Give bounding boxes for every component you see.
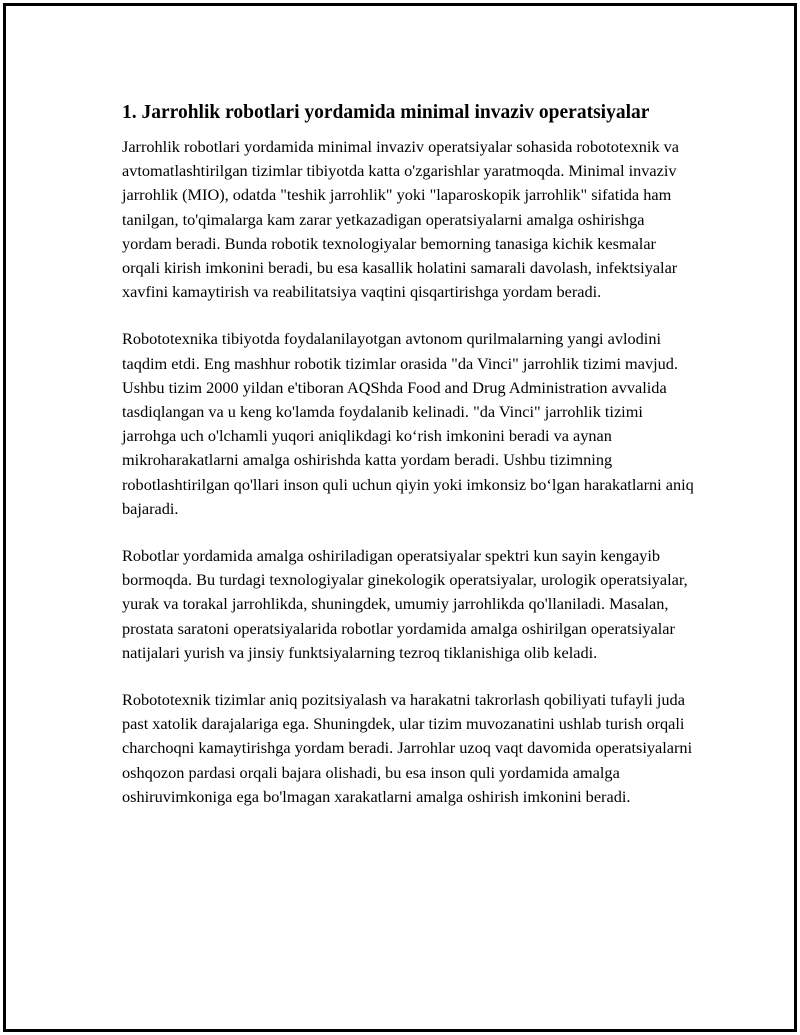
document-body (122, 100, 694, 832)
paragraph-4: Robototexnik tizimlar aniq pozitsiyalash va harakatni takrorlash qobiliyati tufayli juda past xatolik darajalariga ega. Shuningdek, ular tizim muvozanatini ushlab turish orqali charchoqni kamaytirishga yordam beradi. Jarrohlar uzoq vaqt davomida operatsiyalarni oshqozon pardasi orqali bajara olishadi, bu esa inson quli yordamida amalga oshiruvimkoniga ega bo'lmagan xarakatlarni amalga oshirish imkonini beradi. (122, 690, 693, 806)
paragraph-3: Robotlar yordamida amalga oshiriladigan operatsiyalar spektri kun sayin kengayib bormoqda. Bu turdagi texnologiyalar ginekologik operatsiyalar, urologik operatsiyalar, yurak va torakal jarrohlikda, shuningdek, umumiy jarrohlikda qo'llaniladi. Masalan, prostata saratoni operatsiyalarida robotlar yordamida amalga oshirilgan operatsiyalar natijalari yurish va jinsiy funktsiyalarning tezroq tiklanishiga olib keladi. (122, 546, 688, 662)
section-heading: 1. Jarrohlik robotlari yordamida minimal invaziv operatsiyalar (122, 102, 650, 123)
page-border (3, 3, 797, 1032)
paragraph-2: Robototexnika tibiyotda foydalanilayotgan avtonom qurilmalarning yangi avlodini taqdim etdi. Eng mashhur robotik tizimlar orasida "da Vinci" jarrohlik tizimi mavjud. Ushbu tizim 2000 yildan e'tiboran AQShda Food and Drug Administration avvalida tasdiqlangan va u keng ko'lamda foydalanib kelinadi. "da Vinci" jarrohlik tizimi jarrohga uch o'lchamli yuqori aniqlikdagi ko‘rish imkonini beradi va aynan mikroharakatlarni amalga oshirishda katta yordam beradi. Ushbu tizimning robotlashtirilgan qo'llari inson quli uchun qiyin yoki imkonsiz bo‘lgan harakatlarni aniq bajaradi. (122, 329, 694, 518)
paragraph-1: Jarrohlik robotlari yordamida minimal invaziv operatsiyalar sohasida robototexnik va avtomatlashtirilgan tizimlar tibiyotda katta o'zgarishlar yaratmoqda. Minimal invaziv jarrohlik (MIO), odatda "teshik jarrohlik" yoki "laparoskopik jarrohlik" sifatida ham tanilgan, to'qimalarga kam zarar yetkazadigan operatsiyalarni amalga oshirishga yordam beradi. Bunda robotik texnologiyalar bemorning tanasiga kichik kesmalar orqali kirish imkonini beradi, bu esa kasallik holatini samarali davolash, infektsiyalar xavfini kamaytirish va reabilitatsiya vaqtini qisqartirishga yordam beradi. (122, 137, 680, 302)
